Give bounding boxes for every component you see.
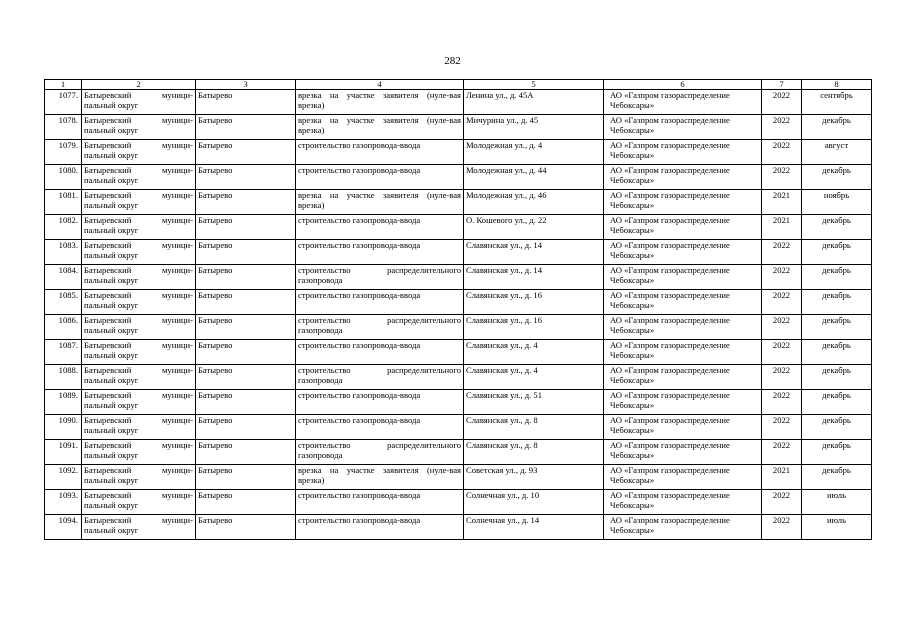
address-cell: Мичурина ул., д. 45 [464,115,604,140]
district-cell: Батыревский муници-пальный округ [82,315,196,340]
page-number: 282 [444,55,461,67]
month-cell: сентябрь [802,90,872,115]
address-cell: Молодежная ул., д. 4 [464,140,604,165]
column-header: 8 [802,80,872,90]
row-number: 1092. [45,465,82,490]
work-type-cell: строительство распределительного газопровода [296,265,464,290]
year-cell: 2022 [762,340,802,365]
month-cell: декабрь [802,165,872,190]
district-cell: Батыревский муници-пальный округ [82,90,196,115]
table-row [45,365,872,390]
year-cell: 2022 [762,290,802,315]
address-cell: Славянская ул., д. 14 [464,265,604,290]
row-number: 1091. [45,440,82,465]
organization-cell: АО «Газпром газораспределение Чебоксары» [604,140,762,165]
locality-cell: Батырево [196,215,296,240]
row-number: 1081. [45,190,82,215]
organization-cell: АО «Газпром газораспределение Чебоксары» [604,340,762,365]
district-cell: Батыревский муници-пальный округ [82,265,196,290]
work-type-cell: строительство газопровода-ввода [296,490,464,515]
year-cell: 2021 [762,190,802,215]
organization-cell: АО «Газпром газораспределение Чебоксары» [604,365,762,390]
table-row [45,390,872,415]
table-row [45,415,872,440]
row-number: 1080. [45,165,82,190]
table-row [45,90,872,115]
locality-cell: Батырево [196,140,296,165]
month-cell: декабрь [802,440,872,465]
work-type-cell: строительство распределительного газопровода [296,315,464,340]
month-cell: июль [802,490,872,515]
row-number: 1088. [45,365,82,390]
locality-cell: Батырево [196,190,296,215]
header-row [45,80,872,90]
district-cell: Батыревский муници-пальный округ [82,190,196,215]
locality-cell: Батырево [196,365,296,390]
work-type-cell: строительство распределительного газопровода [296,365,464,390]
year-cell: 2022 [762,90,802,115]
year-cell: 2021 [762,465,802,490]
table-row [45,240,872,265]
locality-cell: Батырево [196,340,296,365]
row-number: 1082. [45,215,82,240]
work-type-cell: строительство распределительного газопровода [296,440,464,465]
column-header: 4 [296,80,464,90]
table-body [45,90,872,540]
district-cell: Батыревский муници-пальный округ [82,415,196,440]
organization-cell: АО «Газпром газораспределение Чебоксары» [604,440,762,465]
locality-cell: Батырево [196,165,296,190]
work-type-cell: строительство газопровода-ввода [296,415,464,440]
table-row [45,290,872,315]
work-type-cell: строительство газопровода-ввода [296,240,464,265]
address-cell: Молодежная ул., д. 46 [464,190,604,215]
address-cell: Славянская ул., д. 8 [464,415,604,440]
row-number: 1089. [45,390,82,415]
organization-cell: АО «Газпром газораспределение Чебоксары» [604,290,762,315]
row-number: 1078. [45,115,82,140]
gasification-table [44,79,872,540]
locality-cell: Батырево [196,240,296,265]
district-cell: Батыревский муници-пальный округ [82,115,196,140]
organization-cell: АО «Газпром газораспределение Чебоксары» [604,215,762,240]
row-number: 1090. [45,415,82,440]
year-cell: 2022 [762,440,802,465]
month-cell: декабрь [802,215,872,240]
table-row [45,165,872,190]
work-type-cell: строительство газопровода-ввода [296,290,464,315]
district-cell: Батыревский муници-пальный округ [82,240,196,265]
district-cell: Батыревский муници-пальный округ [82,165,196,190]
organization-cell: АО «Газпром газораспределение Чебоксары» [604,515,762,540]
organization-cell: АО «Газпром газораспределение Чебоксары» [604,90,762,115]
organization-cell: АО «Газпром газораспределение Чебоксары» [604,190,762,215]
column-header: 3 [196,80,296,90]
address-cell: Славянская ул., д. 14 [464,240,604,265]
district-cell: Батыревский муници-пальный округ [82,390,196,415]
month-cell: декабрь [802,390,872,415]
work-type-cell: врезка на участке заявителя (нуле-вая врезка) [296,90,464,115]
address-cell: Славянская ул., д. 16 [464,290,604,315]
work-type-cell: врезка на участке заявителя (нуле-вая врезка) [296,115,464,140]
row-number: 1079. [45,140,82,165]
work-type-cell: врезка на участке заявителя (нуле-вая врезка) [296,465,464,490]
month-cell: декабрь [802,415,872,440]
work-type-cell: строительство газопровода-ввода [296,215,464,240]
row-number: 1084. [45,265,82,290]
address-cell: Советская ул., д. 93 [464,465,604,490]
address-cell: Славянская ул., д. 51 [464,390,604,415]
month-cell: декабрь [802,240,872,265]
work-type-cell: строительство газопровода-ввода [296,140,464,165]
table-row [45,140,872,165]
table-row [45,115,872,140]
organization-cell: АО «Газпром газораспределение Чебоксары» [604,315,762,340]
address-cell: Славянская ул., д. 8 [464,440,604,465]
work-type-cell: строительство газопровода-ввода [296,340,464,365]
locality-cell: Батырево [196,265,296,290]
district-cell: Батыревский муници-пальный округ [82,515,196,540]
year-cell: 2022 [762,315,802,340]
locality-cell: Батырево [196,90,296,115]
district-cell: Батыревский муници-пальный округ [82,440,196,465]
table-row [45,315,872,340]
address-cell: Ленина ул., д. 45А [464,90,604,115]
month-cell: ноябрь [802,190,872,215]
year-cell: 2022 [762,240,802,265]
row-number: 1087. [45,340,82,365]
district-cell: Батыревский муници-пальный округ [82,340,196,365]
district-cell: Батыревский муници-пальный округ [82,365,196,390]
locality-cell: Батырево [196,415,296,440]
year-cell: 2021 [762,215,802,240]
column-header: 5 [464,80,604,90]
work-type-cell: строительство газопровода-ввода [296,165,464,190]
organization-cell: АО «Газпром газораспределение Чебоксары» [604,240,762,265]
locality-cell: Батырево [196,465,296,490]
column-header: 2 [82,80,196,90]
table-row [45,340,872,365]
address-cell: Молодежная ул., д. 44 [464,165,604,190]
address-cell: Солнечная ул., д. 14 [464,515,604,540]
organization-cell: АО «Газпром газораспределение Чебоксары» [604,415,762,440]
address-cell: Славянская ул., д. 4 [464,365,604,390]
row-number: 1094. [45,515,82,540]
organization-cell: АО «Газпром газораспределение Чебоксары» [604,490,762,515]
locality-cell: Батырево [196,390,296,415]
row-number: 1077. [45,90,82,115]
year-cell: 2022 [762,265,802,290]
work-type-cell: строительство газопровода-ввода [296,390,464,415]
organization-cell: АО «Газпром газораспределение Чебоксары» [604,390,762,415]
organization-cell: АО «Газпром газораспределение Чебоксары» [604,265,762,290]
address-cell: Славянская ул., д. 4 [464,340,604,365]
district-cell: Батыревский муници-пальный округ [82,465,196,490]
year-cell: 2022 [762,515,802,540]
district-cell: Батыревский муници-пальный округ [82,490,196,515]
year-cell: 2022 [762,165,802,190]
column-header: 6 [604,80,762,90]
address-cell: Солнечная ул., д. 10 [464,490,604,515]
month-cell: август [802,140,872,165]
month-cell: декабрь [802,365,872,390]
month-cell: декабрь [802,465,872,490]
month-cell: декабрь [802,340,872,365]
table-row [45,465,872,490]
month-cell: декабрь [802,265,872,290]
month-cell: декабрь [802,290,872,315]
table-row [45,440,872,465]
organization-cell: АО «Газпром газораспределение Чебоксары» [604,115,762,140]
table-row [45,490,872,515]
locality-cell: Батырево [196,115,296,140]
locality-cell: Батырево [196,315,296,340]
district-cell: Батыревский муници-пальный округ [82,140,196,165]
month-cell: июль [802,515,872,540]
table-row [45,215,872,240]
locality-cell: Батырево [196,515,296,540]
year-cell: 2022 [762,365,802,390]
district-cell: Батыревский муници-пальный округ [82,215,196,240]
year-cell: 2022 [762,115,802,140]
locality-cell: Батырево [196,440,296,465]
work-type-cell: врезка на участке заявителя (нуле-вая врезка) [296,190,464,215]
column-header: 7 [762,80,802,90]
district-cell: Батыревский муници-пальный округ [82,290,196,315]
column-header: 1 [45,80,82,90]
month-cell: декабрь [802,315,872,340]
year-cell: 2022 [762,490,802,515]
row-number: 1086. [45,315,82,340]
address-cell: Славянская ул., д. 16 [464,315,604,340]
table-row [45,515,872,540]
work-type-cell: строительство газопровода-ввода [296,515,464,540]
organization-cell: АО «Газпром газораспределение Чебоксары» [604,165,762,190]
row-number: 1093. [45,490,82,515]
address-cell: О. Кошевого ул., д. 22 [464,215,604,240]
table-row [45,265,872,290]
locality-cell: Батырево [196,290,296,315]
locality-cell: Батырево [196,490,296,515]
table-row [45,190,872,215]
row-number: 1083. [45,240,82,265]
month-cell: декабрь [802,115,872,140]
year-cell: 2022 [762,415,802,440]
year-cell: 2022 [762,140,802,165]
organization-cell: АО «Газпром газораспределение Чебоксары» [604,465,762,490]
row-number: 1085. [45,290,82,315]
year-cell: 2022 [762,390,802,415]
